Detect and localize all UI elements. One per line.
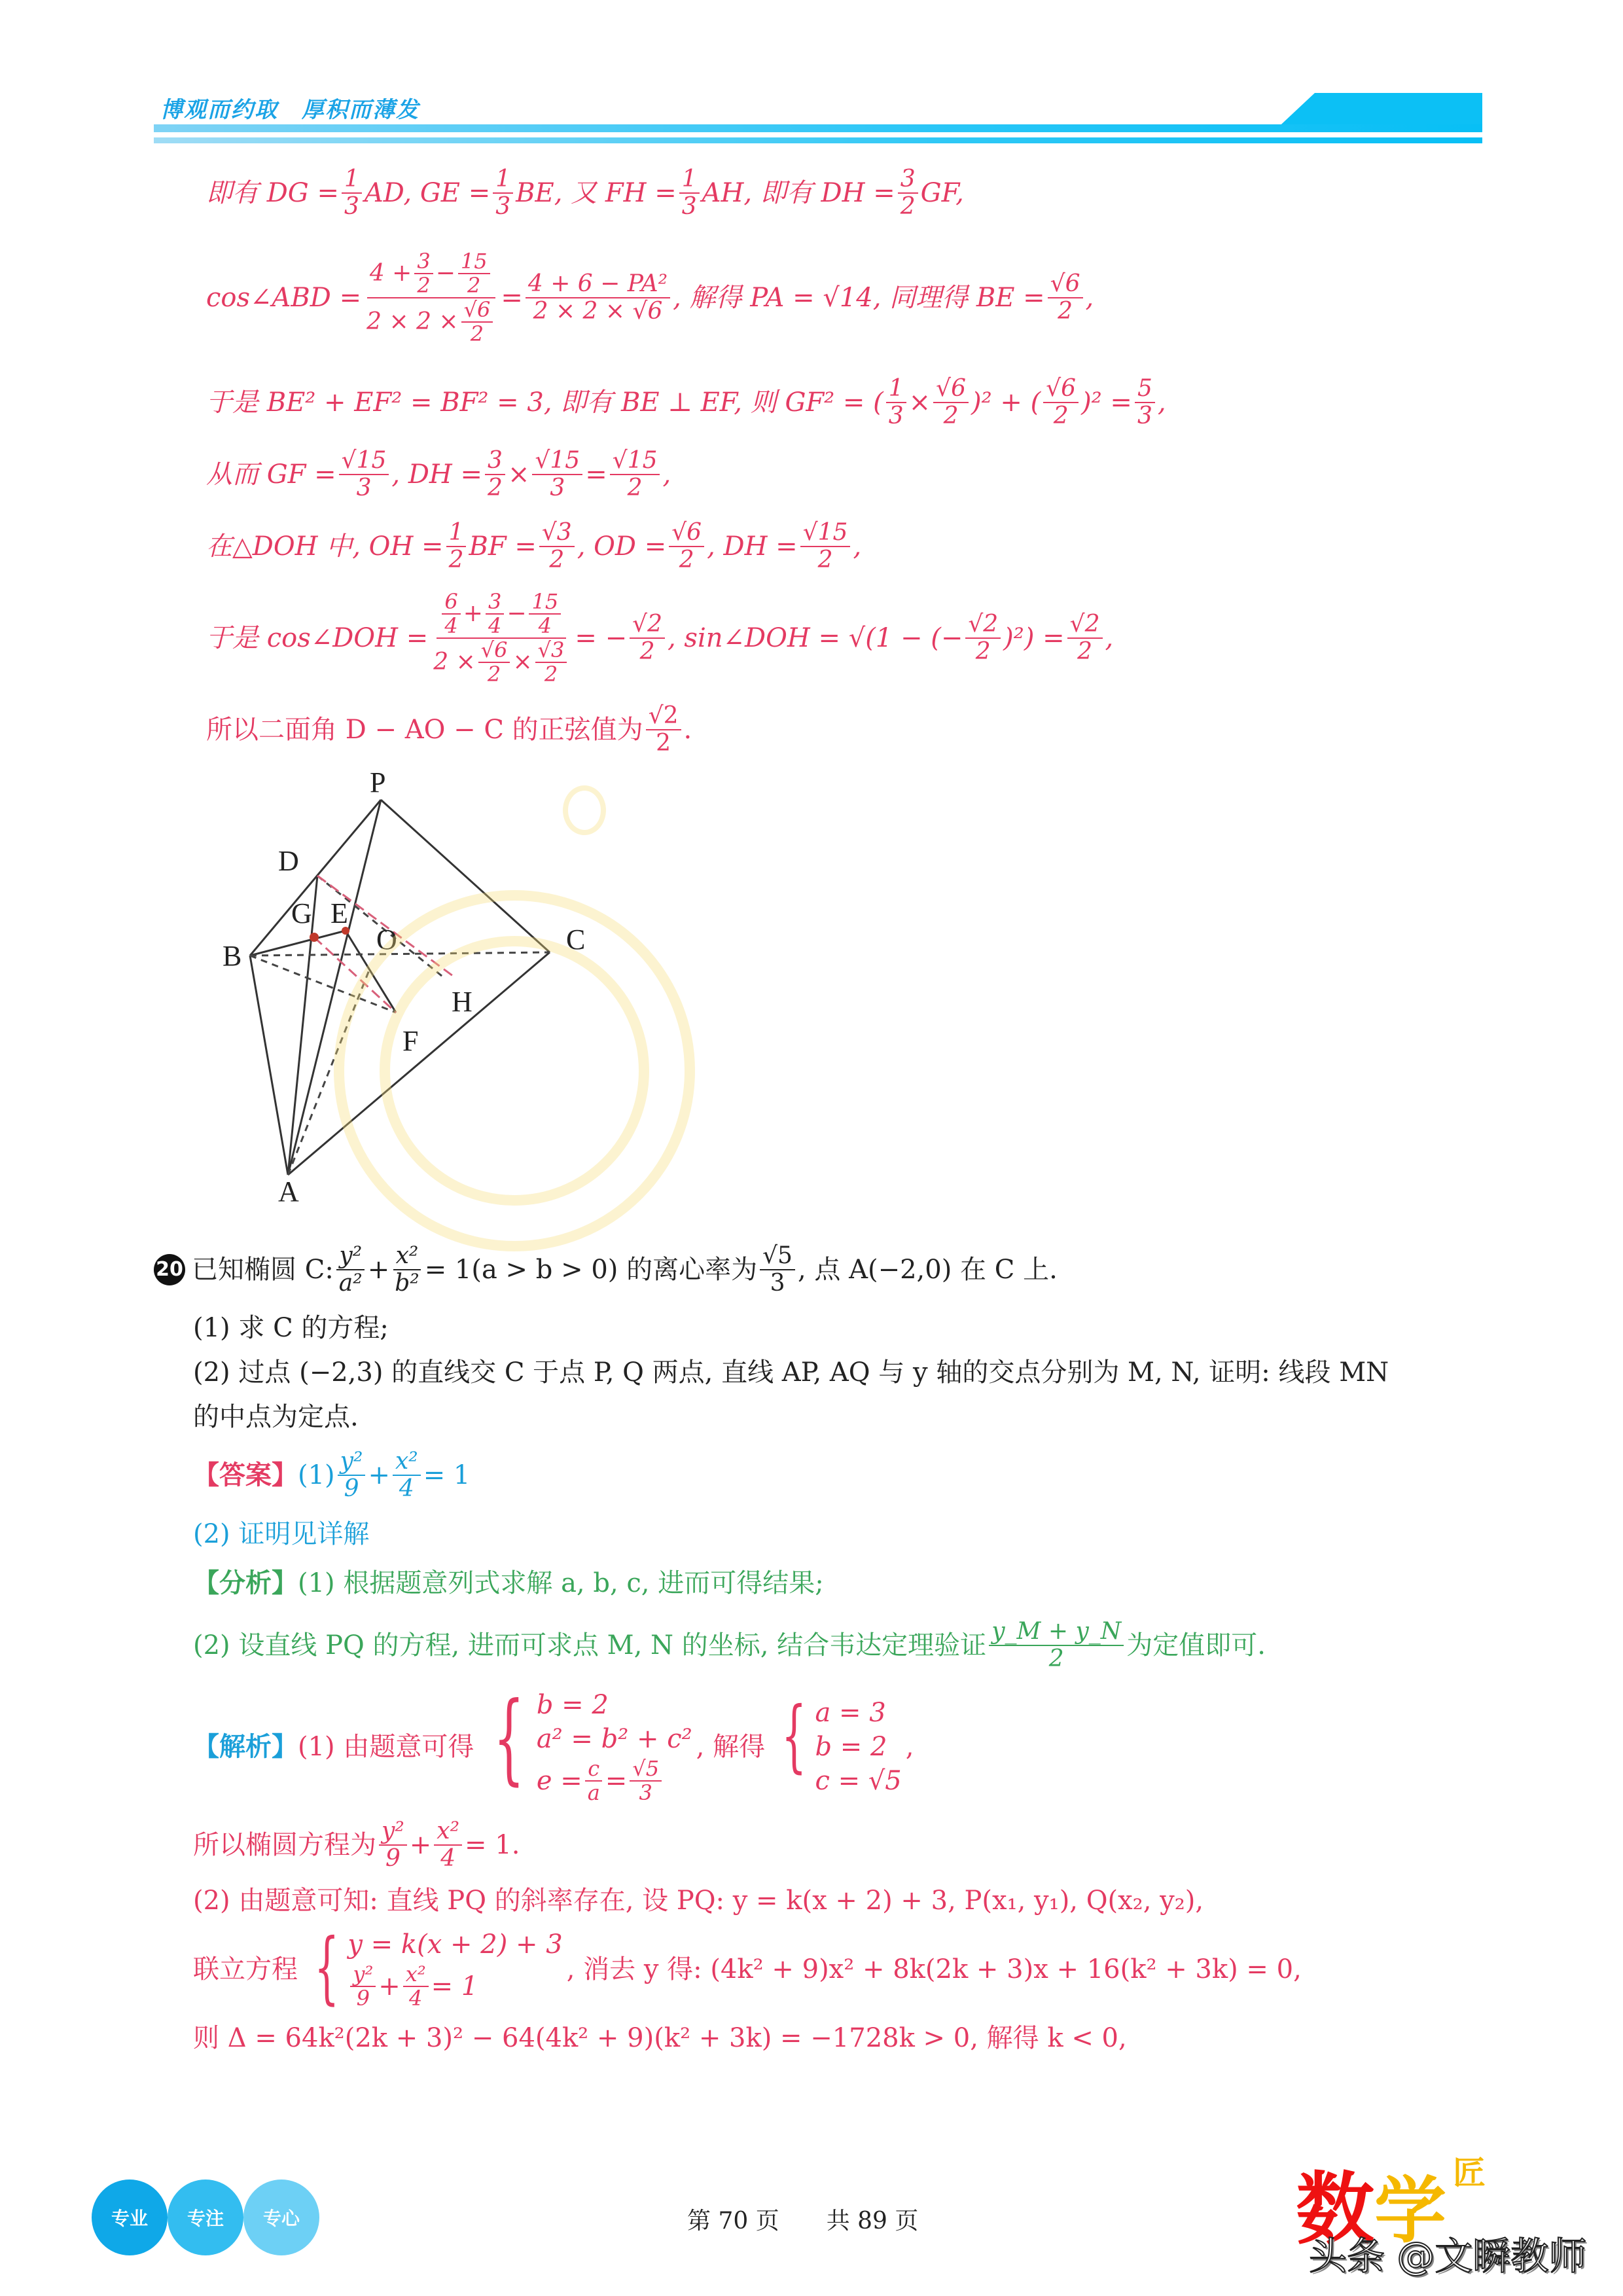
watermark-char-yellow: 学 [1374,2169,1446,2253]
text: , [662,459,671,490]
fraction [339,448,389,501]
system-row: c = √5 [815,1766,902,1796]
text: 2 × [433,649,476,676]
denominator: 4 [444,613,458,638]
numerator: √15 [800,520,851,547]
solution-system [769,1691,902,1797]
numerator: √2 [630,611,665,639]
system-row: a = 3 [815,1698,886,1728]
system-row [348,1963,562,2010]
text: × [507,459,530,490]
question-number-badge: 20 [154,1254,185,1285]
numerator: √6 [669,520,704,547]
question-stem [154,1234,1436,1306]
numerator: 3 [414,250,433,274]
pyramid-figure [209,772,733,1204]
fraction [434,1818,462,1871]
compound-fraction [431,590,572,687]
denominator: 9 [356,1986,370,2011]
text: , sin∠DOH = √(1 − (− [668,623,963,653]
numerator: 1 [886,376,906,403]
numerator: 1 [679,166,700,194]
text: , [1157,387,1166,418]
label-C: C [566,924,586,956]
numerator: 1 [342,166,362,194]
text: = − [575,623,628,653]
text: 在△DOH 中, OH = [206,531,444,562]
text: 所以二面角 D − AO − C 的正弦值为 [206,715,643,745]
text: 的中点为定点. [193,1402,359,1432]
numerator: x² [393,1448,421,1476]
text: BE, 又 FH = [516,178,677,208]
numerator: 1 [493,166,513,194]
text: = [501,283,523,313]
text: e = [536,1766,582,1796]
numerator: y_M + y_N [989,1619,1124,1646]
fraction [933,376,969,429]
system-rows [815,1697,901,1797]
denominator: b² [395,1270,419,1297]
fraction [800,520,851,573]
text: , [1085,283,1094,313]
watermark-text: 头条 @文瞬教师 [1309,2234,1587,2278]
numerator: √2 [646,703,681,730]
fraction [493,166,513,219]
text: 即有 DG = [206,178,339,208]
question-part-2-cont [193,1395,1436,1439]
fraction [630,611,665,664]
numerator: 3 [485,448,505,475]
page-number: 第 70 页 共 89 页 [687,2208,919,2234]
fraction [414,250,433,297]
text: + [368,1460,390,1490]
fraction [965,611,1001,664]
equation-system [478,1681,692,1805]
system-row: a² = b² + c² [536,1723,692,1754]
solution-line-6 [206,583,1489,694]
solution-line-4 [206,439,1489,511]
system-rows [537,1689,692,1804]
answer-tag: 【答案】 [193,1460,298,1490]
fraction [989,1619,1124,1672]
fraction [379,1818,407,1871]
numerator [437,590,566,639]
fraction [1043,376,1079,429]
denominator: 3 [550,475,565,501]
text: (2) 由题意可知: 直线 PQ 的斜率存在, 设 PQ: y = k(x + 2) + 3, P(x₁, y₁), Q(x₂, y₂), [193,1886,1204,1916]
fraction [336,1243,365,1296]
denominator: 3 [681,193,697,220]
explanation-part-2-system [193,1924,1436,2015]
fraction [585,1757,603,1804]
text: = 1. [465,1830,520,1860]
numerator: 1 [446,520,467,547]
text: (1) [298,1460,335,1490]
numerator: √6 [1048,271,1083,298]
text: , [905,1732,914,1762]
numerator: 6 [442,590,460,615]
text: )²) = [1003,623,1065,653]
text: = 1 [423,1460,471,1490]
fraction [532,448,582,501]
numerator: √15 [532,448,582,475]
system-rows [348,1929,562,2010]
denominator: 2 [488,475,503,501]
fraction [886,376,906,429]
watermark-logo [1283,2147,1623,2291]
solution-conclusion [206,694,1489,766]
numerator: √6 [1043,376,1079,403]
solution-line-2 [206,229,1489,367]
fraction [446,520,467,573]
denominator [364,298,498,346]
label-D: D [278,845,299,877]
text: AD, GE = [364,178,491,208]
fraction [458,250,490,297]
numerator: 5 [1135,376,1155,403]
text: 从而 GF = [206,459,336,490]
denominator: 2 [943,403,959,429]
answer-part-2 [193,1511,1436,1557]
explanation-tag: 【解析】 [193,1732,298,1762]
text: − [507,600,527,628]
fraction [393,1448,421,1501]
denominator: a² [338,1270,363,1297]
text: , [1105,623,1114,653]
label-G: G [291,897,312,929]
text: − [435,260,455,287]
question-part-2 [193,1350,1436,1395]
numerator: 4 + 6 − PA² [526,271,670,298]
text: = [605,1766,628,1796]
numerator: √3 [535,639,567,663]
watermark-ring [563,785,606,835]
numerator: √2 [1067,611,1103,639]
numerator: √15 [610,448,660,475]
denominator: 2 [448,547,464,573]
fraction [392,1243,421,1296]
fraction [342,166,362,219]
analysis-part-2 [193,1609,1436,1681]
numerator: √5 [760,1243,795,1270]
text: 4 + [369,260,412,287]
denominator: 2 [1058,298,1073,325]
page-footer [92,2154,1587,2278]
left-brace-icon: { [493,1681,525,1795]
numerator [367,250,495,298]
footer-pill-3: 专心 [243,2179,319,2255]
solution-line-3 [206,367,1489,439]
footer-pill-1: 专业 [92,2179,168,2255]
text: (1) 根据题意列式求解 a, b, c, 进而可得结果; [298,1568,824,1598]
label-E: E [330,897,348,929]
numerator: √6 [478,639,510,663]
explanation-part-2-discriminant [193,2015,1436,2061]
text: BF = [469,531,537,562]
text: × [512,649,533,676]
numerator: √2 [965,611,1001,639]
numerator: √6 [461,298,493,323]
header-bar-top [154,124,1482,132]
denominator: 2 [1077,638,1093,665]
text: , 消去 y 得: (4k² + 9)x² + 8k(2k + 3)x + 16(k² + 3k) = 0, [566,1954,1302,1984]
fraction [679,166,700,219]
text: = 1(a > b > 0) 的离心率为 [424,1255,758,1285]
denominator: 2 [900,193,916,220]
text: )² + ( [971,387,1041,418]
fraction [461,298,493,346]
numerator: 3 [898,166,918,194]
fraction [760,1243,795,1296]
question-20 [154,1234,1436,2061]
fraction [610,448,660,501]
text: , 解得 [696,1732,766,1762]
denominator: a [587,1780,600,1805]
fraction [1067,611,1103,664]
numerator: √5 [630,1757,662,1782]
denominator: 2 [467,272,481,298]
label-O: O [376,924,397,956]
left-brace-icon: { [314,1922,340,2013]
fraction [1048,271,1083,324]
denominator: 2 [417,272,431,298]
label-P: P [370,772,386,798]
denominator: 9 [385,1845,401,1872]
compound-fraction [364,250,498,346]
denominator: 2 [639,638,655,665]
watermark-char-red: 数 [1296,2164,1374,2255]
text: , DH = [391,459,483,490]
denominator: 3 [888,403,904,429]
denominator: 2 [549,547,565,573]
fraction [403,1963,429,2010]
fraction [646,703,681,756]
header-bar-bottom [154,137,1482,143]
text: (2) 过点 (−2,3) 的直线交 C 于点 P, Q 两点, 直线 AP, AQ 与 y 轴的交点分别为 M, N, 证明: 线段 MN [193,1357,1389,1388]
fraction [529,590,561,637]
denominator: 4 [488,613,502,638]
label-F: F [402,1025,419,1057]
system-row: b = 2 [536,1689,609,1720]
fraction [442,590,460,637]
watermark-ring [380,936,649,1206]
fraction [338,1448,366,1501]
text: + [463,600,483,628]
fraction [526,271,670,324]
text: 为定值即可. [1126,1630,1266,1660]
denominator: 4 [538,613,552,638]
denominator: 2 [1048,1645,1064,1672]
fraction [539,520,575,573]
denominator: 2 × 2 × √6 [533,298,663,325]
text: 2 × 2 × [366,308,459,336]
denominator: 2 [656,730,671,757]
text: + [409,1830,432,1860]
denominator: 2 [679,547,694,573]
numerator: √3 [539,520,575,547]
denominator: 3 [495,193,511,220]
label-B: B [223,940,242,972]
analysis-part-1 [193,1557,1436,1609]
text: × [908,387,931,418]
text: 于是 BE² + EF² = BF² = 3, 即有 BE ⊥ EF, 则 GF² = ( [206,387,883,418]
fraction [535,639,567,686]
equation-system [302,1922,563,2013]
numerator: x² [393,1243,421,1270]
denominator: 4 [409,1986,423,2011]
label-H: H [452,986,473,1018]
text: , OD = [577,531,667,562]
text: , 点 A(−2,0) 在 C 上. [797,1255,1058,1285]
system-row [537,1757,692,1804]
numerator: c [585,1757,602,1782]
text: (2) 证明见详解 [193,1519,370,1549]
denominator: 3 [356,475,372,501]
numerator: y² [336,1243,365,1270]
explanation-part-2-line-1 [193,1878,1436,1924]
text: = [585,459,607,490]
denominator: 4 [440,1845,456,1872]
text: )² = [1081,387,1132,418]
denominator: 2 [817,547,833,573]
fraction [669,520,704,573]
numerator: √6 [933,376,969,403]
question-part-1 [193,1306,1436,1350]
denominator: 3 [344,193,359,220]
denominator: 2 [627,475,643,501]
text: cos∠ABD = [206,283,362,313]
page-header [154,92,1482,147]
numerator: y² [379,1818,407,1846]
denominator: 3 [639,1780,652,1805]
text: = 1 [431,1971,478,2001]
text: (1) 由题意可得 [298,1732,474,1762]
denominator: 2 [975,638,991,665]
fraction [898,166,918,219]
numerator: 15 [529,590,561,615]
fraction [478,639,510,686]
denominator: 2 [470,321,484,347]
text: 已知椭圆 C: [192,1255,334,1285]
page-content [206,157,1489,766]
denominator [431,639,572,686]
explanation-part-1 [193,1681,1436,1812]
solution-line-1 [206,157,1489,229]
denominator: 9 [344,1475,359,1502]
denominator: 4 [399,1475,414,1502]
text: (2) 设直线 PQ 的方程, 进而可求点 M, N 的坐标, 结合韦达定理验证 [193,1630,987,1660]
numerator: y² [350,1963,376,1987]
analysis-tag: 【分析】 [193,1568,298,1598]
explanation-result-1 [193,1812,1436,1878]
denominator: 2 [1053,403,1069,429]
footer-pill-2: 专注 [168,2179,243,2255]
label-A: A [278,1175,299,1204]
text: + [378,1971,401,2001]
numerator: √15 [339,448,389,475]
text: 于是 cos∠DOH = [206,623,429,653]
text: (1) 求 C 的方程; [193,1313,389,1343]
system-row: y = k(x + 2) + 3 [348,1929,563,1960]
numerator: x² [434,1818,462,1846]
text: , 解得 PA = √14, 同理得 BE = [673,283,1045,313]
fraction [630,1757,662,1804]
text: 所以椭圆方程为 [193,1830,376,1860]
text: 则 Δ = 64k²(2k + 3)² − 64(4k² + 9)(k² + 3k) = −1728k > 0, 解得 k < 0, [193,2023,1127,2053]
solution-line-5 [206,511,1489,583]
text: AH, 即有 DH = [702,178,895,208]
denominator: 2 [487,662,501,687]
text: 联立方程 [193,1954,298,1984]
watermark-small-char: 匠 [1453,2154,1486,2192]
text: GF, [920,178,964,208]
text: , [853,531,862,562]
numerator: x² [403,1963,429,1987]
fraction [485,448,505,501]
answer-part-1 [193,1439,1436,1511]
left-brace-icon: { [781,1691,807,1782]
numerator: 3 [486,590,504,615]
numerator: y² [338,1448,366,1476]
denominator: 3 [770,1270,785,1297]
system-row: b = 2 [815,1732,887,1762]
fraction [350,1963,376,2010]
text: . [683,715,692,745]
denominator: 2 [544,662,558,687]
text: + [367,1255,390,1285]
numerator: 15 [458,250,490,274]
fraction [486,590,504,637]
fraction [1135,376,1155,429]
text: , DH = [707,531,798,562]
header-slogan: 博观而约取 厚积而薄发 [160,97,419,123]
denominator: 3 [1137,403,1152,429]
